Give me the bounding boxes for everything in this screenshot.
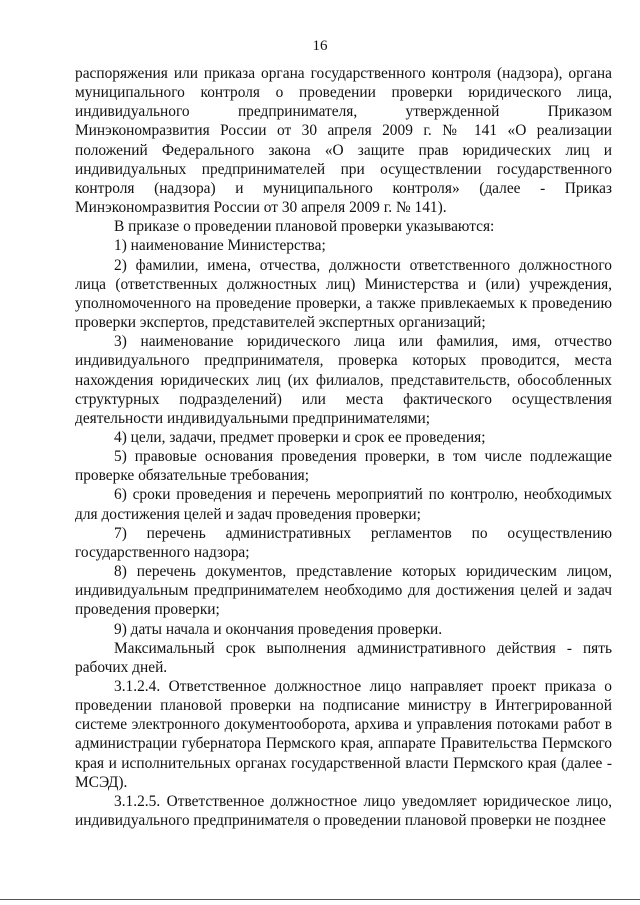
list-item-3: 3) наименование юридического лица или фамилия, имя, отчество индивидуального предпринимателя, проверка которых проводится, места нахождения юридических лиц (их филиалов, представительств, обособленных структурных подразделений) или места фактического осуществления деятельности индивидуальными предпринимателями; bbox=[75, 333, 612, 427]
paragraph-3-1-2-4: 3.1.2.4. Ответственное должностное лицо направляет проект приказа о проведении плановой проверки на подписание министру в Интегрированной системе электронного документооборота, архива и управления потоками работ в администрации губернатора Пермского края, аппарате Правительства Пермского края и исполнительных органах государственной власти Пермского края (далее - МСЭД). bbox=[75, 678, 612, 791]
paragraph-max-term: Максимальный срок выполнения административного действия - пять рабочих дней. bbox=[75, 639, 612, 676]
list-item-9: 9) даты начала и окончания проведения проверки. bbox=[114, 620, 443, 638]
paragraph-order-contents: В приказе о проведении плановой проверки указываются: bbox=[114, 218, 495, 236]
list-item-2: 2) фамилии, имена, отчества, должности ответственного должностного лица (ответственных должностных лиц) Министерства и (или) учреждения, уполномоченного на проведение проверки, а также привлекаемых к проведению проверки экспертов, представителей экспертных организаций; bbox=[75, 256, 612, 332]
scan-edge-line bbox=[0, 899, 640, 900]
paragraph-continuation: распоряжения или приказа органа государственного контроля (надзора), органа муниципального контроля о проведении проверки юридического лица, индивидуального предпринимателя, утвержденной Приказом Минэкономразвития России от 30 апреля 2009 г. № 141 «О реализации положений Федерального закона «О защите прав юридических лиц и индивидуальных предпринимателей при осуществлении государственного контроля (надзора) и муниципального контроля» (далее - Приказ Минэкономразвития России от 30 апреля 2009 г. № 141). bbox=[75, 65, 612, 217]
list-item-1: 1) наименование Министерства; bbox=[114, 237, 326, 255]
list-item-7: 7) перечень административных регламентов по осуществлению государственного надзора; bbox=[75, 524, 612, 561]
list-item-6: 6) сроки проведения и перечень мероприятий по контролю, необходимых для достижения целей и задач проведения проверки; bbox=[75, 486, 612, 523]
list-item-8: 8) перечень документов, представление которых юридическим лицом, индивидуальным предпринимателем необходимо для достижения целей и задач проведения проверки; bbox=[75, 563, 612, 619]
paragraph-3-1-2-5: 3.1.2.5. Ответственное должностное лицо уведомляет юридическое лицо, индивидуального предпринимателя о проведении плановой проверки не позднее bbox=[75, 792, 612, 830]
page-number: 16 bbox=[312, 38, 328, 54]
list-item-4: 4) цели, задачи, предмет проверки и срок ее проведения; bbox=[114, 428, 486, 446]
document-body bbox=[75, 64, 612, 830]
list-item-5: 5) правовые основания проведения проверки, в том числе подлежащие проверке обязательные требования; bbox=[75, 448, 612, 485]
